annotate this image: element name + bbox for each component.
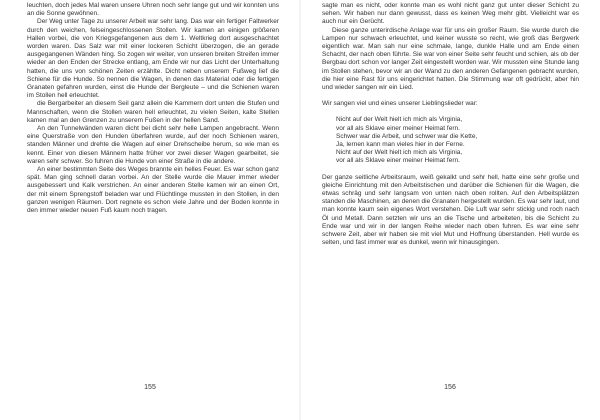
paragraph: Der ganze seitliche Arbeitsraum, weiß gekalkt und sehr hell, hatte eine sehr große und gleiche Einrichtung mit den Arbeitstischen und darüber die Schienen für die Wagen, die etwas schräg und sehr langsam von unten nach oben rollten. Auf den Arbeitsplätzen standen die Maschinen, an denen die Granaten hergestellt wurden. Es war sehr laut, und man konnte kaum sein eigenes Wort verstehen. Die Luft war sehr stickig und roch nach Öl und Metall. Dann setzten wir uns an die Tische und arbeiteten, bis die Schicht zu Ende war und wir in der langen Reihe wieder nach oben fuhren. Es war eine sehr schwere Zeit, aber wir haben sie mit viel Mut und Hoffnung überstanden. Hell wurde es selten, und fast immer war es dunkel, wenn wir hinausgingen. xyxy=(322,173,579,247)
paragraph: Der Weg unter Tage zu unserer Arbeit war sehr lang. Das war ein fertiger Faltwerker durch den weichen, felseingeschlossenen Stollen. Wir kamen an einigen größeren Hallen vorbei, die von Kriegsgefangenen aus dem 1. Weltkrieg dort ausgeschachtet worden waren. Das Salz war mit einer lockeren Schicht überzogen, die an gerade ausgegangenen Wänden hing. So zogen wir weiter, von unseren breiten Streifen immer wieder an den Enden der Strecke entlang, am Ende wir nur das Licht der Unterhaltung hatten, die uns von schönen Zeiten erzählte. Dicht neben unserem Fußweg lief die Schiene für die Hunde. So nennen die Wagen, in denen das Material oder die fertigen Granaten gefahren wurden, einst die Hunde der Bergleute – und die Schienen waren im Stollen hell erleuchtet. xyxy=(27,18,279,100)
paragraph: sagte man es nicht, oder konnte man es wohl nicht ganz gut unter dieser Schicht zu sehen. Wir haben nur dann gewusst, dass es keinen Weg mehr gibt. Vielleicht war es auch nur ein Gerücht. xyxy=(322,2,579,26)
verse-line: Ja, lernen kann man vieles hier in der Ferne. xyxy=(336,141,465,149)
verse-line: vor all als Sklave einer meiner Heimat fern. xyxy=(336,157,460,165)
right-page-text xyxy=(322,2,579,374)
paragraph: An einer bestimmten Seite des Weges brannte ein helles Feuer. Es war schon ganz spät. Man ging schnell daran vorbei. An der Stelle wurde die Mauer immer wieder ausgebessert und Kalk verstrichen. An einer anderen Stelle kamen wir an einen Ort, der mit einem Sprengstoff beladen war und Flüchtlinge mussten in den Stollen, in den ganzen wenigen Räumen. Dort regnete es schon viele Jahre und der Boden konnte in den immer wieder neuen Fuß kaum noch tragen. xyxy=(27,166,279,215)
paragraph: Diese ganze unterirdische Anlage war für uns ein großer Raum. Sie wurde durch die Lampen nur schwach erleuchtet, und keiner wusste so recht, wie groß das Bergwerk eigentlich war. Man sah nur eine schmale, lange, dunkle Halle und am Ende einen Schacht, der nach oben führte. Sie war von einer Seite sehr feucht und schien, als ob der Bergbau dort schon vor langer Zeit eingestellt worden war. Wir mussten eine Stunde lang im Stollen stehen, bevor wir an der Wand zu den anderen Gefangenen gebracht wurden, die hier eine Rast für uns eingerichtet hatten. Die Stimmung war oft gedrückt, aber hin und wieder sangen wir ein Lied. xyxy=(322,26,579,92)
verse-intro: Wir sangen viel und eines unserer Lieblingslieder war: xyxy=(322,100,478,108)
verse-line: Schwer war die Arbeit, und schwer war die Kette, xyxy=(336,132,478,140)
verse-line: Nicht auf der Welt hielt ich mich als Virginia, xyxy=(336,116,463,124)
paragraph: die Bergarbeiter an diesem Seil ganz allein die Kammern dort unten die Stufen und Mannschaften, wenn die Stollen waren hell erleuchtet, zu vielen Seiten, kalte Stellen kamen mal an den Grenzen zu unserem Fußen in der hellen Sand. xyxy=(27,100,279,124)
paragraph: leuchten, doch jedes Mal waren unsere Uhren noch sehr lange gut und wir konnten uns an die Sonne gewöhnen. xyxy=(27,2,279,18)
paragraph: An den Tunnelwänden waren dicht bei dicht sehr helle Lampen angebracht. Wenn eine Querstraße von den Hunden überfahren wurde, auf der noch Schienen waren, standen Männer und drehte die Wagen auf einer Drehscheibe herum, so wie man es kennt. Einer von diesen Männern hatte früher vor zwei dieser Wagen gearbeitet, sie waren sehr schwer. So fuhren die Hunde von einer Straße in die andere. xyxy=(27,125,279,165)
page-number: 156 xyxy=(444,384,456,391)
verse-line: Nicht auf der Welt hielt ich mich als Virginia, xyxy=(336,149,463,157)
left-page-text xyxy=(27,2,279,374)
page-number: 155 xyxy=(144,384,156,391)
right-page xyxy=(300,0,600,420)
song-verse xyxy=(336,116,579,165)
verse-line: vor all als Sklave einer meiner Heimat fern. xyxy=(336,124,460,132)
